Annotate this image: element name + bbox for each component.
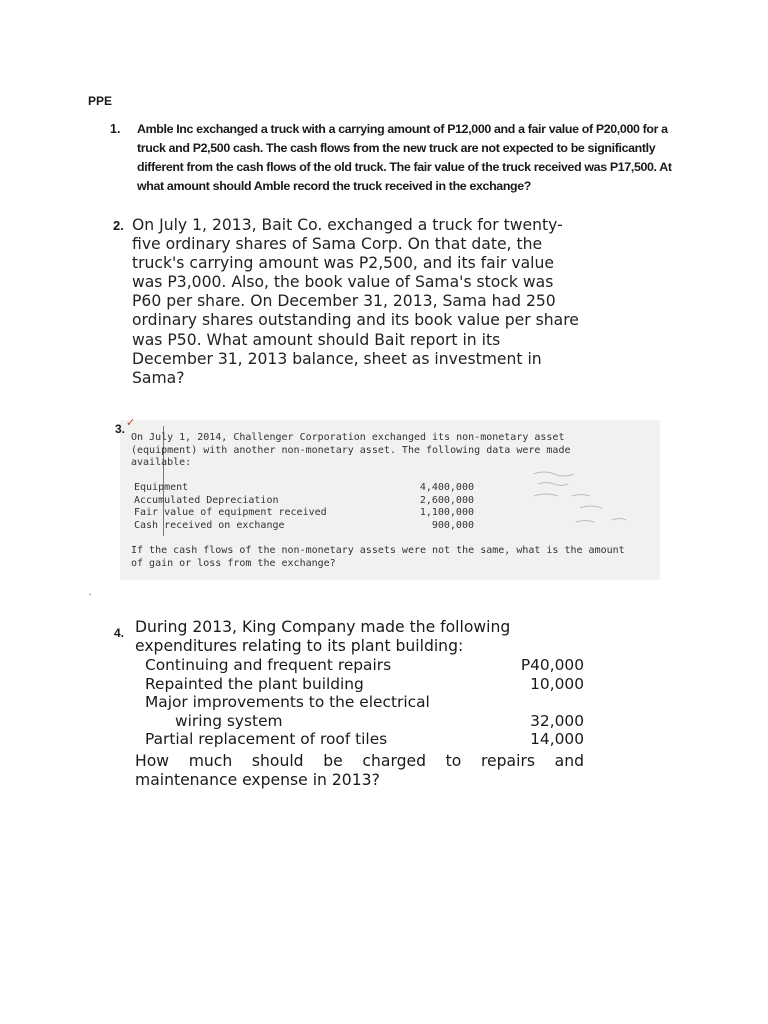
list-item bbox=[145, 712, 584, 731]
table-row bbox=[134, 482, 514, 495]
item-label: Major improvements to the electrical bbox=[145, 693, 430, 712]
question-number: 4. bbox=[114, 626, 125, 640]
question-number: 2. bbox=[113, 218, 124, 233]
handwritten-tick-mark: ✓ bbox=[126, 417, 136, 429]
table-row bbox=[134, 507, 514, 520]
row-label: Cash received on exchange bbox=[134, 519, 285, 531]
table-row bbox=[134, 495, 514, 508]
question-4 bbox=[114, 618, 584, 790]
item-label: Partial replacement of roof tiles bbox=[145, 730, 388, 749]
question-1 bbox=[110, 120, 690, 196]
question-3-intro: On July 1, 2014, Challenger Corporation exchanged its non-monetary asset (equipment) with another non-monetary asset. The following data were made available: bbox=[131, 432, 571, 468]
item-label: wiring system bbox=[175, 711, 283, 730]
question-4-text: maintenance expense in 2013? bbox=[135, 770, 380, 789]
question-4-intro: During 2013, King Company made the following expenditures relating to its plant building: bbox=[135, 618, 511, 655]
item-label: Continuing and frequent repairs bbox=[145, 656, 392, 674]
table-row bbox=[134, 520, 514, 533]
list-item bbox=[145, 656, 584, 675]
row-amount: 4,400,000 bbox=[419, 482, 474, 493]
question-2 bbox=[113, 216, 583, 388]
expenditure-list bbox=[145, 656, 584, 749]
item-amount: P40,000 bbox=[520, 656, 584, 674]
list-item bbox=[145, 675, 584, 694]
page-heading: PPE bbox=[88, 94, 113, 108]
question-number: 1. bbox=[110, 122, 121, 136]
question-3-text: If the cash flows of the non-monetary assets were not the same, what is the amount of gain or loss from the exchange? bbox=[131, 545, 625, 569]
faint-pencil-scribbles bbox=[532, 468, 642, 528]
item-amount: 14,000 bbox=[530, 730, 584, 749]
question-3-data-table bbox=[134, 482, 514, 532]
item-amount: 10,000 bbox=[530, 674, 584, 693]
row-label: Equipment bbox=[134, 482, 189, 493]
row-label: Fair value of equipment received bbox=[134, 507, 327, 518]
question-number: 3. bbox=[115, 422, 126, 436]
item-amount: 32,000 bbox=[530, 711, 584, 730]
row-amount: 900,000 bbox=[431, 519, 474, 531]
question-text: Amble Inc exchanged a truck with a carrying amount of P12,000 and a fair value of P20,000 for a truck and P2,500 cash. The cash flows from the new truck are not expected to be significantly different from the cash flows of the old truck. The fair value of the truck received was P17,500. At what amount should Amble record the truck received in the exchange? bbox=[137, 122, 672, 193]
stray-mark: ’ bbox=[89, 592, 91, 602]
list-item bbox=[145, 730, 584, 749]
question-text: On July 1, 2013, Bait Co. exchanged a truck for twenty-five ordinary shares of Sama Corp. On that date, the truck's carrying amount was P2,500, and its fair value was P3,000. Also, the book value of Sama's stock was P60 per share. On December 31, 2013, Sama had 250 ordinary shares outstanding and its book value per share was P50. What amount should Bait report in its December 31, 2013 balance, sheet as investment in Sama? bbox=[132, 216, 579, 387]
list-item bbox=[145, 693, 584, 712]
row-amount: 1,100,000 bbox=[419, 507, 474, 518]
row-label: Accumulated Depreciation bbox=[134, 494, 279, 506]
row-amount: 2,600,000 bbox=[419, 494, 474, 506]
question-4-text: How much should be charged to repairs and bbox=[135, 751, 584, 770]
item-label: Repainted the plant building bbox=[145, 674, 364, 693]
